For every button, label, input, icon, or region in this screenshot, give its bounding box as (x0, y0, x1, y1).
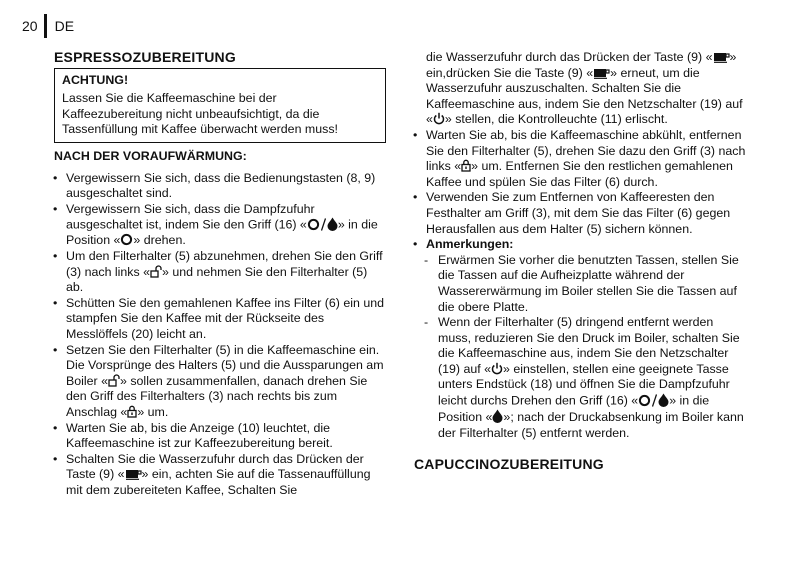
steam-knob-symbol (638, 393, 669, 407)
warning-text: Lassen Sie die Kaffeemaschine bei der Kaffeezubereitung nicht unbeaufsichtigt, da die Tassenfüllung mit Kaffee überwacht werden muss! (62, 91, 338, 137)
list-item: • Schütten Sie den gemahlenen Kaffee ins Filter (6) ein und stampfen Sie den Kaffee mit der Rückseite des Messlöffels (20) leicht an. (54, 296, 386, 343)
warning-box (54, 68, 386, 143)
list-item: • Setzen Sie den Filterhalter (5) in die Kaffeemaschine ein. Die Vorsprünge des Halters (5) und die Aussparungen am Boiler « » sollen zusammenfallen, danach drehen Sie den Griff des Filterhalters (3) nach rechts bis zum Anschlag « » um. (54, 343, 386, 421)
language-code: DE (54, 18, 75, 34)
off-circle-icon (307, 218, 320, 231)
power-icon (433, 112, 445, 125)
list-item (414, 237, 746, 253)
section-title-espresso: ESPRESSOZUBEREITUNG (54, 49, 236, 65)
list-item: • Vergewissern Sie sich, dass die Dampfzufuhr ausgeschaltet ist, indem Sie den Griff (16) « » in die Position « » drehen. (54, 202, 386, 249)
coffee-cup-icon (713, 52, 730, 63)
lock-icon (127, 405, 137, 418)
left-column (54, 50, 386, 499)
warning-title: ACHTUNG! (62, 72, 129, 87)
off-circle-icon (638, 394, 651, 407)
list-item: • Warten Sie ab, bis die Anzeige (10) leuchtet, die Kaffeemaschine ist zur Kaffeezubereitung bereit. (54, 421, 386, 452)
off-circle-icon (120, 233, 133, 246)
notes-title: Anmerkungen: (426, 237, 514, 252)
list-item: • Schalten Sie die Wasserzufuhr durch das Drücken der Taste (9) « » ein, achten Sie auf die Tassenauffüllung mit dem zubereiteten Kaffee, Schalten Sie (54, 452, 386, 499)
power-icon (491, 362, 503, 375)
subtitle-after-preheating: NACH DER VORAUFWÄRMUNG: (54, 148, 247, 163)
water-drop-icon (327, 217, 338, 231)
list-item: • Vergewissern Sie sich, dass die Bedienungstasten (8, 9) ausgeschaltet sind. (54, 171, 386, 202)
unlock-icon (150, 265, 162, 278)
page-header (22, 14, 74, 38)
water-drop-icon (492, 409, 503, 423)
right-column (414, 50, 746, 475)
header-divider (44, 14, 47, 38)
section-title-cappuccino: CAPUCCINOZUBEREITUNG (414, 456, 604, 473)
instruction-list (54, 171, 386, 499)
coffee-cup-icon (125, 469, 142, 480)
list-item: • Warten Sie ab, bis die Kaffeemaschine abkühlt, entfernen Sie den Filterhalter (5), drehen Sie dazu den Griff (3) nach links « » um. Entfernen Sie den restlichen gemahlenen Kaffee und spülen Sie das Filter (6) durch. (414, 128, 746, 190)
unlock-icon (108, 374, 120, 387)
coffee-cup-icon (593, 68, 610, 79)
continued-paragraph: die Wasserzufuhr durch das Drücken der Taste (9) « » ein,drücken Sie die Taste (9) « » erneut, um die Wasserzufuhr auszuschalten. Schalten Sie die Kaffeemaschine aus, indem Sie den Netzschalter (19) auf « » stellen, die Kontrolleuchte (11) erlischt. (426, 50, 743, 127)
page-number: 20 (22, 18, 38, 34)
steam-knob-symbol (307, 217, 338, 231)
slash-icon (321, 218, 326, 231)
list-item: • Um den Filterhalter (5) abzunehmen, drehen Sie den Griff (3) nach links « » und nehmen Sie den Filterhalter (5) ab. (54, 249, 386, 296)
list-item: - Erwärmen Sie vorher die benutzten Tassen, stellen Sie die Tassen auf die Aufheizplatte während der Wassererwärmung im Boiler stellen Sie die Tassen auf die obere Platte. (414, 253, 746, 315)
instruction-list-right (414, 128, 746, 441)
list-item: • Verwenden Sie zum Entfernen von Kaffeeresten den Festhalter am Griff (3), mit dem Sie das Filter (6) gegen Herausfallen aus dem Halter (5) sichern können. (414, 190, 746, 237)
water-drop-icon (658, 393, 669, 407)
list-item: - Wenn der Filterhalter (5) dringend entfernt werden muss, reduzieren Sie den Druck im Boiler, schalten Sie die Kaffeemaschine aus, indem Sie den Netzschalter (19) auf « » einstellen, stellen eine geeignete Tasse unters Endstück (18) und öffnen Sie die Dampfzufuhr leicht durchs Drehen den Griff (16) « » in die Position « »; nach der Druckabsenkung im Boiler kann der Filterhalter (5) entfernt werden. (414, 315, 746, 441)
lock-icon (461, 159, 471, 172)
slash-icon (652, 394, 657, 407)
